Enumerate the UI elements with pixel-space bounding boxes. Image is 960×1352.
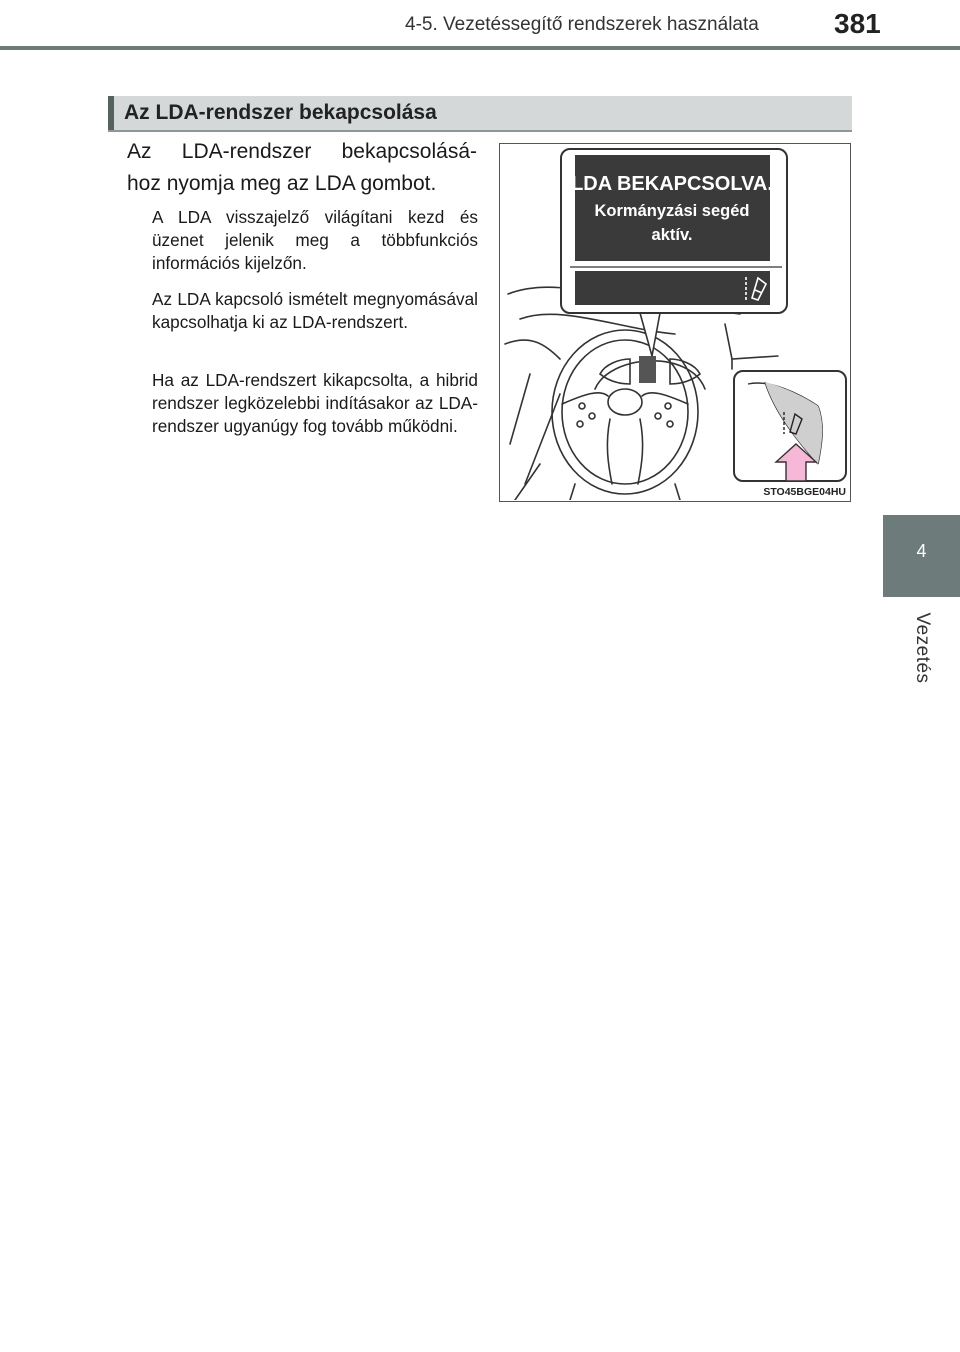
paragraph-restart: Ha az LDA-rendszert kikapcsolta, a hibrid rendszer legközelebbi indításakor az LDA-rendszer ugyanúgy fog tovább működni. — [152, 370, 478, 436]
chapter-label: Vezetés — [911, 612, 933, 684]
lead-text-line2: hoz nyomja meg az LDA gombot. — [127, 172, 437, 195]
chapter-tab — [883, 515, 960, 597]
section-accent — [108, 96, 114, 130]
running-header: 4-5. Vezetéssegítő rendszerek használata — [405, 14, 759, 35]
display-text-line1: LDA BEKAPCSOLVA. — [571, 173, 773, 195]
section-title: Az LDA-rendszer bekapcsolása — [124, 101, 437, 124]
header-rule — [0, 46, 960, 50]
display-text-line3: aktív. — [651, 226, 693, 244]
figure-illustration — [500, 144, 849, 500]
chapter-label-wrap — [883, 598, 960, 698]
section-heading — [108, 96, 852, 132]
lead-text-line1: Az LDA-rendszer bekapcsolásá- — [127, 140, 477, 163]
figure-code: STO45BGE04HU — [763, 486, 846, 498]
figure-lda-switch — [499, 143, 851, 502]
paragraph-indicator: A LDA visszajelző világítani kezd és üzenet jelenik meg a többfunkciós információs kijelzőn. — [152, 207, 478, 273]
paragraph-switch-off: Az LDA kapcsoló ismételt megnyomásával kapcsolhatja ki az LDA-rendszert. — [152, 289, 478, 332]
chapter-number: 4 — [916, 541, 927, 561]
page-number: 381 — [834, 8, 881, 39]
display-text-line2: Kormányzási segéd — [594, 202, 750, 220]
